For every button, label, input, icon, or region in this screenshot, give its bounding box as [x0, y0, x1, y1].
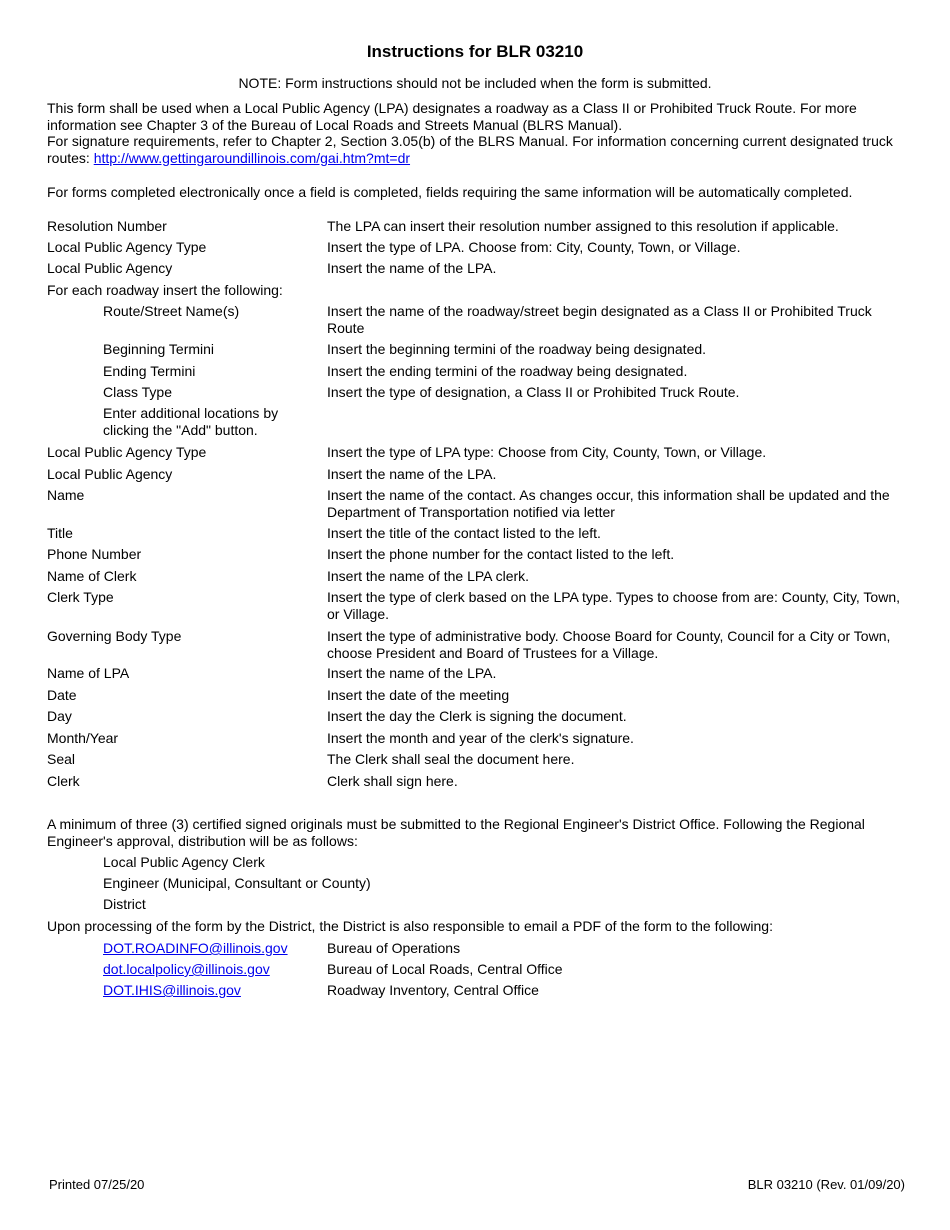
- field-desc: The Clerk shall seal the document here.: [327, 751, 575, 767]
- field-label: Clerk Type: [47, 589, 114, 605]
- field-label: Class Type: [103, 384, 172, 400]
- email-link-localpolicy[interactable]: dot.localpolicy@illinois.gov: [103, 961, 270, 977]
- field-desc: Insert the phone number for the contact listed to the left.: [327, 546, 675, 562]
- intro-line-2: [47, 133, 907, 166]
- field-label: Local Public Agency: [47, 466, 173, 482]
- field-label: Date: [47, 687, 77, 703]
- distribution-item: Engineer (Municipal, Consultant or County): [103, 875, 371, 891]
- field-desc: Insert the name of the contact. As changes occur, this information shall be updated and the Department of Transportation notified via letter: [327, 487, 890, 520]
- field-label: Local Public Agency: [47, 260, 173, 276]
- field-desc: The LPA can insert their resolution number assigned to this resolution if applicable.: [327, 218, 839, 234]
- email-recipient: Roadway Inventory, Central Office: [327, 982, 539, 998]
- email-recipient: Bureau of Local Roads, Central Office: [327, 961, 563, 977]
- field-desc: Insert the type of LPA. Choose from: City, County, Town, or Village.: [327, 239, 741, 255]
- field-desc: Insert the name of the LPA.: [327, 466, 497, 482]
- field-label: Clerk: [47, 773, 80, 789]
- form-note: NOTE: Form instructions should not be included when the form is submitted.: [238, 75, 712, 91]
- email-recipient: Bureau of Operations: [327, 940, 461, 956]
- field-desc: Clerk shall sign here.: [327, 773, 458, 789]
- field-label: Local Public Agency Type: [47, 444, 207, 460]
- field-desc: Insert the beginning termini of the roadway being designated.: [327, 341, 707, 357]
- email-link-roadinfo[interactable]: DOT.ROADINFO@illinois.gov: [103, 940, 288, 956]
- distribution-item: Local Public Agency Clerk: [103, 854, 265, 870]
- field-label: Name of LPA: [47, 665, 130, 681]
- intro-line-1: This form shall be used when a Local Public Agency (LPA) designates a roadway as a Class II or Prohibited Truck Route. For more information see Chapter 3 of the Bureau of Local Roads and Streets Manual (BLRS Manual).: [47, 100, 857, 133]
- field-label: Resolution Number: [47, 218, 167, 234]
- field-desc: Insert the type of clerk based on the LPA type. Types to choose from are: County, City, Town, or Village.: [327, 589, 901, 622]
- field-label: Enter additional locations by clicking the "Add" button.: [103, 405, 279, 438]
- field-label: Month/Year: [47, 730, 119, 746]
- field-label: Day: [47, 708, 72, 724]
- field-desc: Insert the name of the LPA.: [327, 665, 497, 681]
- field-desc: Insert the ending termini of the roadway being designated.: [327, 363, 688, 379]
- field-desc: Insert the type of administrative body. Choose Board for County, Council for a City or Town, choose President and Board of Trustees for a Village.: [327, 628, 891, 661]
- field-label: For each roadway insert the following:: [47, 282, 283, 298]
- field-desc: Insert the day the Clerk is signing the document.: [327, 708, 627, 724]
- truck-routes-link[interactable]: http://www.gettingaroundillinois.com/gai.htm?mt=dr: [93, 149, 411, 166]
- intro-paragraph: [47, 100, 907, 166]
- field-desc: Insert the month and year of the clerk's signature.: [327, 730, 634, 746]
- field-desc: Insert the date of the meeting: [327, 687, 510, 703]
- page-title: Instructions for BLR 03210: [366, 42, 584, 61]
- field-label: Route/Street Name(s): [103, 303, 240, 319]
- field-desc: Insert the title of the contact listed to the left.: [327, 525, 601, 541]
- field-label: Title: [47, 525, 73, 541]
- email-link-ihis[interactable]: DOT.IHIS@illinois.gov: [103, 982, 241, 998]
- field-label: Ending Termini: [103, 363, 196, 379]
- distribution-intro: A minimum of three (3) certified signed originals must be submitted to the Regional Engineer's District Office. Following the Regional Engineer's approval, distribution will be as follows:: [47, 816, 865, 849]
- field-label: Name: [47, 487, 85, 503]
- intro-line-3: For forms completed electronically once a field is completed, fields requiring the same information will be automatically completed.: [47, 184, 853, 200]
- field-label: Beginning Termini: [103, 341, 215, 357]
- email-intro: Upon processing of the form by the District, the District is also responsible to email a PDF of the form to the following:: [47, 918, 773, 934]
- field-desc: Insert the name of the roadway/street begin designated as a Class II or Prohibited Truck Route: [327, 303, 872, 336]
- field-desc: Insert the name of the LPA.: [327, 260, 497, 276]
- form-id: BLR 03210 (Rev. 01/09/20): [747, 1177, 905, 1192]
- field-label: Phone Number: [47, 546, 142, 562]
- distribution-item: District: [103, 896, 146, 912]
- field-label: Governing Body Type: [47, 628, 182, 644]
- intro-line-2-text: For signature requirements, refer to Chapter 2, Section 3.05(b) of the BLRS Manual. For information concerning current designated truck routes:: [47, 133, 893, 166]
- field-label: Local Public Agency Type: [47, 239, 207, 255]
- field-desc: Insert the type of designation, a Class II or Prohibited Truck Route.: [327, 384, 740, 400]
- field-label: Name of Clerk: [47, 568, 137, 584]
- field-desc: Insert the name of the LPA clerk.: [327, 568, 530, 584]
- field-label: Seal: [47, 751, 76, 767]
- printed-date: Printed 07/25/20: [49, 1177, 145, 1192]
- field-desc: Insert the type of LPA type: Choose from City, County, Town, or Village.: [327, 444, 767, 460]
